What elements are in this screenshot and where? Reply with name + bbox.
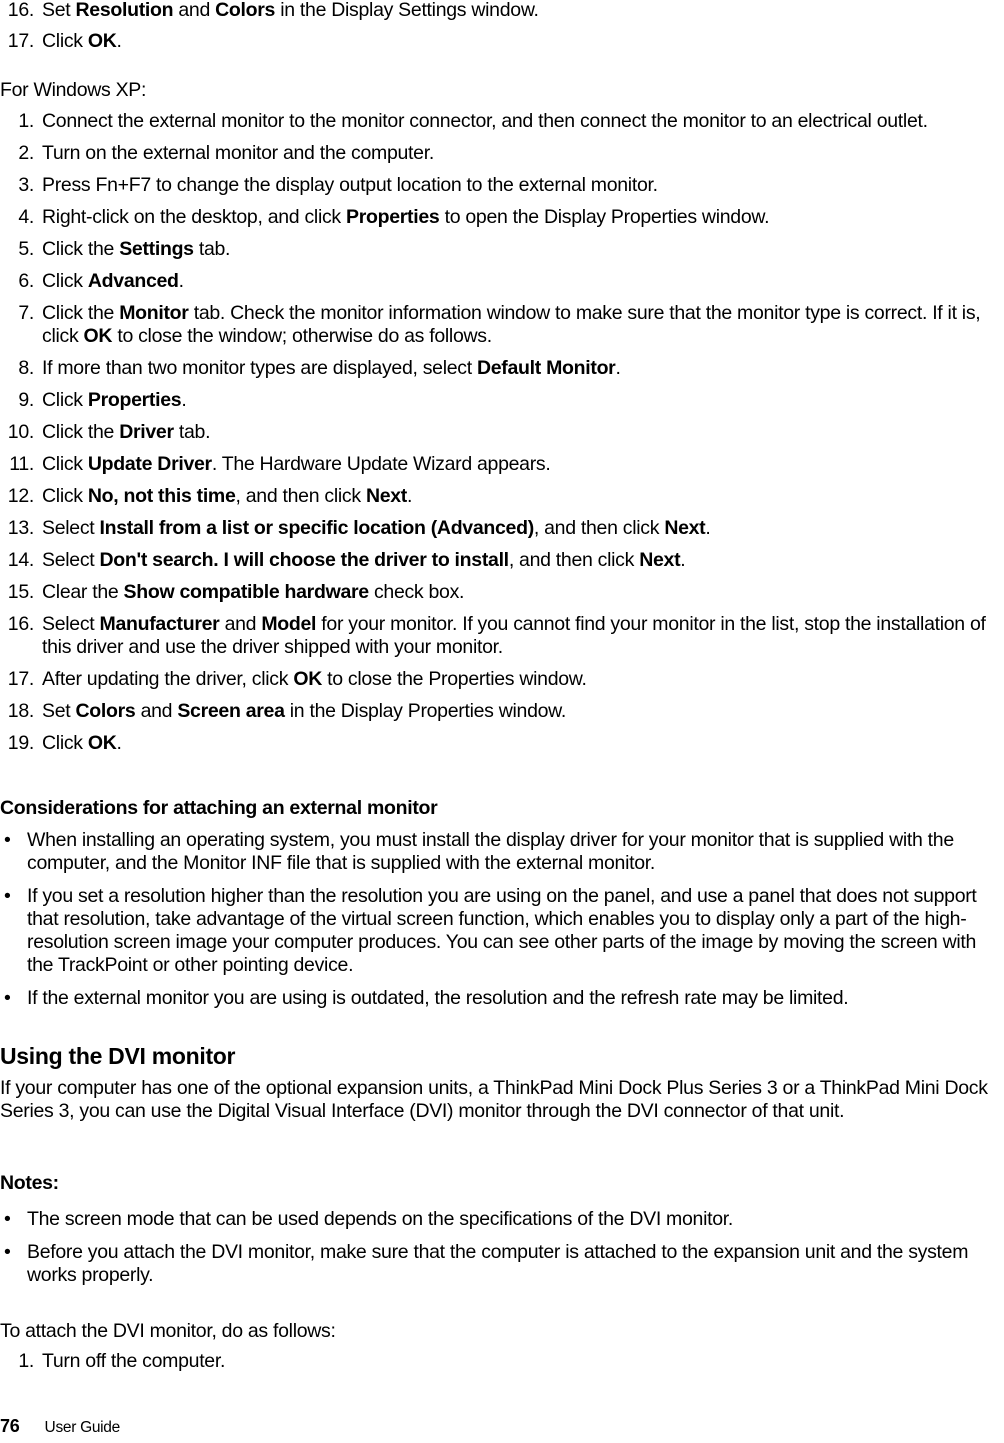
step-number: 8. [18,357,34,379]
step-item [0,485,1000,508]
step-text-run: , and then click [235,485,366,507]
step-text-run: check box. [368,581,465,603]
xp-steps-list [0,110,1000,755]
bullet-icon: • [4,885,11,907]
step-text-run: in the Display Properties window. [284,700,566,722]
step-number: 12. [7,485,34,507]
step-ui-term: Colors [215,0,276,21]
step-ui-term: OK [83,325,113,347]
step-number: 13. [7,517,34,539]
bullet-item [0,829,1000,875]
step-text-run: . The Hardware Update Wizard appears. [211,453,551,475]
step-text [42,1350,225,1372]
step-ui-term: Resolution [75,0,174,21]
step-number: 6. [18,270,34,292]
step-number: 3. [18,174,34,196]
step-ui-term: Don't search. I will choose the driver to install [99,549,509,571]
bullet-text: The screen mode that can be used depends on the specifications of the DVI monitor. [27,1208,734,1230]
step-text [42,174,658,196]
step-item [0,238,1000,261]
step-text-run: Click the [42,421,120,443]
step-text-run: and [173,0,216,21]
step-item [0,732,1000,755]
dvi-paragraph: If your computer has one of the optional expansion units, a ThinkPad Mini Dock Plus Series 3 or a ThinkPad Mini Dock Series 3, you can use the Digital Visual Interface (DVI) monitor through the DVI connector of that unit. [0,1077,988,1122]
step-ui-term: Next [639,549,681,571]
considerations-heading: Considerations for attaching an external monitor [0,797,438,819]
step-item [0,142,1000,165]
attach-steps-list [0,1350,1000,1373]
step-number: 17. [7,30,34,52]
step-text-run: . [178,270,184,292]
step-text [42,700,566,722]
step-number: 16. [7,0,34,21]
attach-intro: To attach the DVI monitor, do as follows: [0,1320,336,1342]
page-footer [0,1415,120,1443]
step-ui-term: Properties [87,389,182,411]
page-number: 76 [0,1416,20,1436]
step-text [42,549,685,571]
bullet-icon: • [4,1241,11,1263]
step-text [42,142,434,164]
step-ui-term: Advanced [87,270,179,292]
step-text-run: to close the window; otherwise do as follows. [112,325,492,347]
step-text [42,270,184,292]
step-item [0,549,1000,572]
step-item [0,613,1000,659]
step-text-run: . [407,485,413,507]
step-text-run: Click [42,270,88,292]
step-number: 4. [18,206,34,228]
step-text [42,581,464,603]
step-item [0,581,1000,604]
step-ui-term: Driver [119,421,174,443]
step-text [42,238,230,260]
step-number: 7. [18,302,34,324]
step-text [42,302,980,347]
step-text-run: . [615,357,621,379]
step-text [42,668,587,690]
step-text-run: Select [42,549,100,571]
step-number: 1. [18,1350,34,1372]
step-number: 9. [18,389,34,411]
step-text-run: Click [42,453,88,475]
bullet-text: Before you attach the DVI monitor, make sure that the computer is attached to the expansion unit and the system works properly. [27,1241,969,1286]
step-number: 15. [7,581,34,603]
step-ui-term: Default Monitor [476,357,616,379]
step-number: 17. [7,668,34,690]
step-text-run: and [219,613,262,635]
bullet-item [0,987,1000,1010]
step-text [42,389,186,411]
step-item [0,453,1000,476]
step-ui-term: Monitor [119,302,189,324]
step-text-run: Click [42,732,88,754]
notes-heading: Notes: [0,1172,59,1194]
guide-title: User Guide [44,1419,120,1436]
bullet-text: If you set a resolution higher than the resolution you are using on the panel, and use a panel that does not support that resolution, take advantage of the virtual screen function, which enables you to display only a part of the high-resolution screen image your computer produces. You can see other parts of the image by moving the screen with the TrackPoint or other pointing device. [27,885,977,976]
step-text-run: Click [42,30,88,52]
step-text-run: After updating the driver, click [42,668,294,690]
step-item [0,110,1000,133]
bullet-item [0,1241,1000,1287]
bullet-icon: • [4,829,11,851]
step-item [0,517,1000,540]
bullet-icon: • [4,987,11,1009]
step-text-run: Right-click on the desktop, and click [42,206,346,228]
xp-intro: For Windows XP: [0,79,147,101]
notes-list [0,1208,1000,1287]
step-number: 10. [7,421,34,443]
step-text-run: If more than two monitor types are displayed, select [42,357,477,379]
step-number: 14. [7,549,34,571]
step-ui-term: Screen area [177,700,285,722]
step-number: 5. [18,238,34,260]
step-item [0,668,1000,691]
step-number: 16. [7,613,34,635]
step-text [42,421,210,443]
step-text-run: . [116,732,122,754]
step-ui-term: Next [365,485,408,507]
step-text-run: Select [42,517,100,539]
step-item [0,357,1000,380]
step-text-run: tab. [193,238,231,260]
step-text-run: tab. [173,421,211,443]
step-text-run: , and then click [508,549,640,571]
step-text [42,485,412,507]
step-item [0,302,1000,348]
step-number: 11. [9,453,34,475]
step-item [0,0,1000,22]
step-text-run: Press Fn+F7 to change the display output location to the external monitor. [42,174,658,196]
considerations-list [0,829,1000,1010]
step-ui-term: No, not this time [87,485,236,507]
step-text [42,0,539,21]
step-text-run: Turn off the computer. [42,1350,226,1372]
bullet-icon: • [4,1208,11,1230]
step-text-run: . [680,549,686,571]
step-ui-term: Install from a list or specific location (Advanced) [99,517,534,539]
step-ui-term: Manufacturer [99,613,220,635]
step-text-run: . [705,517,711,539]
step-text-run: . [181,389,187,411]
step-text-run: Select [42,613,100,635]
step-text-run: Set [42,700,76,722]
step-ui-term: Model [261,613,317,635]
bullet-text: When installing an operating system, you must install the display driver for your monitor that is supplied with the computer, and the Monitor INF file that is supplied with the external monitor. [27,829,954,874]
step-ui-term: Colors [75,700,136,722]
step-text-run: Turn on the external monitor and the computer. [42,142,434,164]
step-ui-term: OK [87,30,117,52]
step-item [0,421,1000,444]
steps-top-list [0,0,1000,53]
step-text-run: and [135,700,178,722]
bullet-item [0,885,1000,977]
step-text [42,30,122,52]
step-text-run: Click [42,485,88,507]
step-text-run: in the Display Settings window. [275,0,539,21]
step-item [0,30,1000,53]
step-number: 18. [7,700,34,722]
step-ui-term: OK [87,732,117,754]
step-number: 2. [18,142,34,164]
step-text [42,110,928,132]
step-ui-term: Properties [346,206,440,228]
step-item [0,270,1000,293]
step-text-run: Click [42,389,88,411]
step-item [0,700,1000,723]
step-ui-term: Update Driver [87,453,212,475]
step-item [0,174,1000,197]
step-text-run: to open the Display Properties window. [439,206,770,228]
step-text [42,206,769,228]
step-text [42,453,550,475]
step-text-run: Connect the external monitor to the monitor connector, and then connect the monitor to an electrical outlet. [42,110,928,132]
step-text-run: . [116,30,122,52]
step-text-run: Clear the [42,581,124,603]
step-text [42,613,986,658]
step-text-run: to close the Properties window. [321,668,587,690]
step-text-run: Click the [42,302,120,324]
step-ui-term: OK [293,668,322,690]
step-text [42,517,711,539]
bullet-item [0,1208,1000,1231]
step-text [42,357,621,379]
step-text-run: tab. Check the monitor information window to make sure that the monitor type is correct. If it is, click [42,302,981,347]
step-text-run: Set [42,0,76,21]
step-text [42,732,122,754]
step-number: 1. [18,110,34,132]
bullet-text: If the external monitor you are using is outdated, the resolution and the refresh rate may be limited. [27,987,849,1009]
step-number: 19. [7,732,34,754]
step-text-run: for your monitor. If you cannot find your monitor in the list, stop the installation of this driver and use the driver shipped with your monitor. [42,613,986,658]
step-ui-term: Show compatible hardware [123,581,369,603]
step-item [0,1350,1000,1373]
step-text-run: Click the [42,238,120,260]
step-ui-term: Next [664,517,706,539]
dvi-heading: Using the DVI monitor [0,1043,236,1069]
step-text-run: , and then click [533,517,665,539]
step-ui-term: Settings [119,238,194,260]
step-item [0,206,1000,229]
step-item [0,389,1000,412]
